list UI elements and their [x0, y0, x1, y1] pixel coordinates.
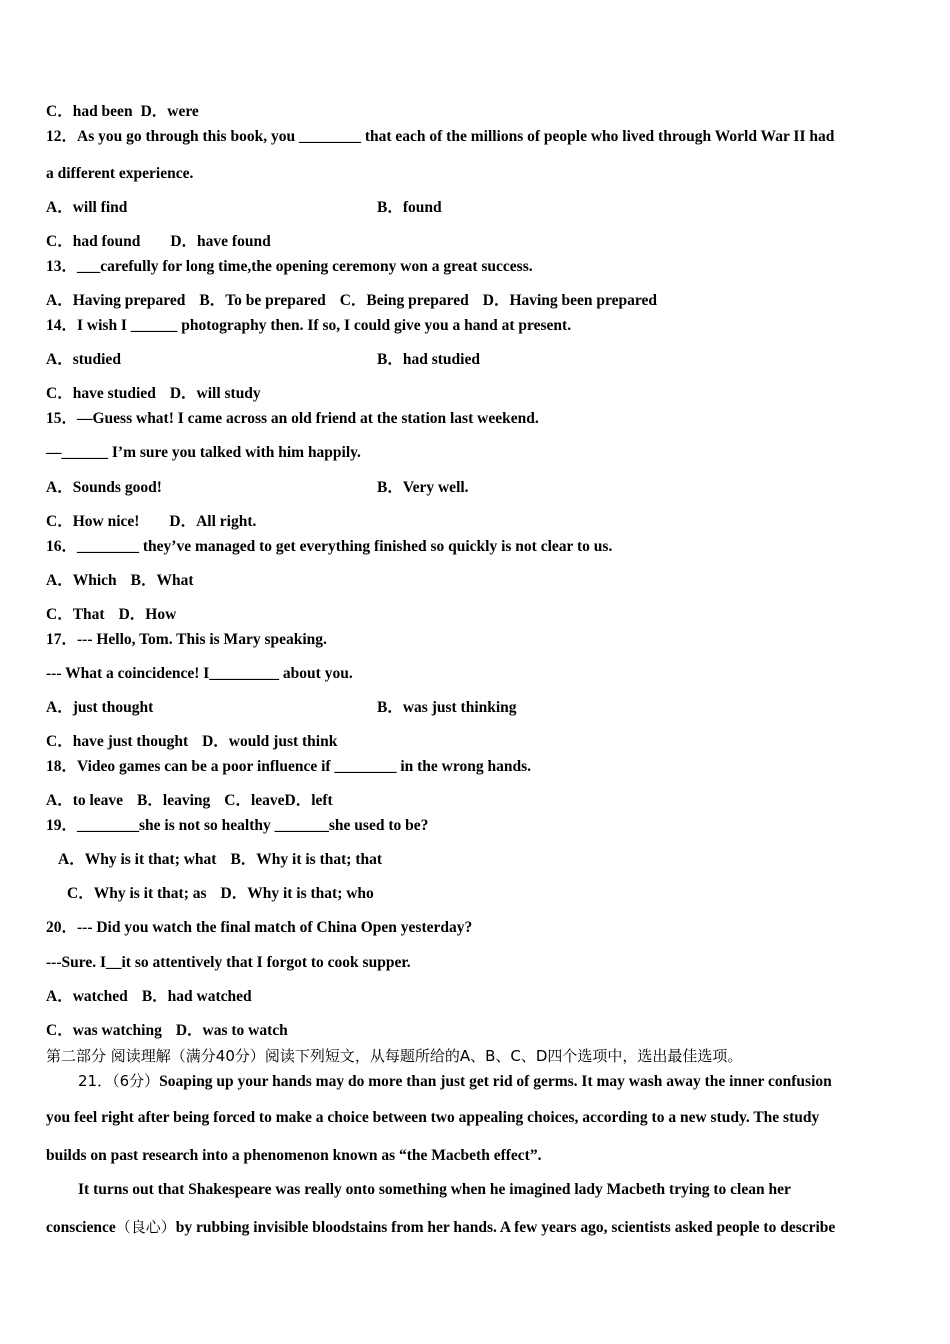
q15-options-cd — [46, 512, 256, 532]
q16-options-ab — [46, 571, 194, 591]
q14-stem: 14．I wish I ______ photography then. If so, I could give you a hand at present. — [46, 317, 572, 334]
option-c: C．had been — [46, 103, 133, 120]
q13-stem: 13．___carefully for long time,the opening ceremony won a great success. — [46, 258, 533, 275]
passage-text: by rubbing invisible bloodstains from her hands. A few years ago, scientists asked people to describe — [175, 1219, 836, 1236]
option-a: A．will find — [46, 199, 128, 216]
option-a: A．to leave — [46, 792, 124, 809]
option-c: C．Being prepared — [339, 292, 469, 309]
option-d: D．Why it is that; who — [220, 885, 374, 902]
q17-reply: --- What a coincidence! I_________ about you. — [46, 665, 353, 682]
q21-paragraph-1-line-2: you feel right after being forced to make a choice between two appealing choices, according to a new study. The study — [46, 1109, 820, 1126]
option-d: D．were — [140, 103, 199, 120]
q12-stem-cont: a different experience. — [46, 165, 194, 182]
option-c: C．How nice! — [46, 513, 140, 530]
option-d: D．All right. — [169, 513, 257, 530]
q20-stem: 20．--- Did you watch the final match of China Open yesterday? — [46, 919, 473, 936]
passage-text: conscience — [46, 1219, 116, 1236]
q16-stem: 16．________ they’ve managed to get everything finished so quickly is not clear to us. — [46, 538, 613, 555]
q12-options-cd — [46, 232, 271, 252]
option-a: A．Why is it that; what — [58, 851, 217, 868]
q14-options-cd — [46, 384, 261, 404]
q17-stem: 17．--- Hello, Tom. This is Mary speaking. — [46, 631, 327, 648]
q19-options-ab — [58, 850, 382, 870]
q20-reply: ---Sure. I__it so attentively that I forgot to cook supper. — [46, 954, 411, 971]
q20-options-ab — [46, 987, 252, 1007]
q15-options-ab — [46, 478, 906, 498]
q21-paragraph-1-line-3: builds on past research into a phenomenon known as “the Macbeth effect”. — [46, 1147, 542, 1164]
q18-stem: 18．Video games can be a poor influence if ________ in the wrong hands. — [46, 758, 531, 775]
q21-paragraph-1-line-1 — [78, 1071, 832, 1092]
option-b: B．had studied — [377, 351, 480, 368]
option-a: A．just thought — [46, 699, 154, 716]
option-d: D．will study — [169, 385, 261, 402]
q20-options-cd — [46, 1021, 288, 1041]
option-c: C．leave — [224, 792, 285, 809]
q14-options-ab — [46, 350, 906, 370]
option-a: A．studied — [46, 351, 121, 368]
q16-options-cd — [46, 605, 176, 625]
option-d: D．Having been prepared — [482, 292, 657, 309]
option-b: B．Very well. — [377, 479, 469, 496]
q15-reply: —______ I’m sure you talked with him happily. — [46, 444, 361, 461]
option-b: B．Why it is that; that — [230, 851, 383, 868]
option-a: A．Having prepared — [46, 292, 186, 309]
q21-paragraph-2-line-1: It turns out that Shakespeare was really onto something when he imagined lady Macbeth trying to clean her — [78, 1181, 791, 1198]
q17-options-ab — [46, 698, 906, 718]
option-b: B．To be prepared — [199, 292, 326, 309]
passage-text: Soaping up your hands may do more than just get rid of germs. It may wash away the inner confusion — [159, 1073, 832, 1090]
option-b: B．What — [130, 572, 194, 589]
q12-options-ab — [46, 198, 906, 218]
option-c: C．was watching — [46, 1022, 162, 1039]
option-d: D．was to watch — [175, 1022, 288, 1039]
option-d: D．have found — [170, 233, 271, 250]
option-a: A．Which — [46, 572, 117, 589]
q13-options — [46, 291, 657, 311]
option-b: B．found — [377, 199, 442, 216]
gloss: （良心） — [115, 1218, 176, 1236]
option-a: A．Sounds good! — [46, 479, 162, 496]
q19-options-cd — [67, 884, 374, 904]
q19-stem: 19．________she is not so healthy _______she used to be? — [46, 817, 429, 834]
option-c: C．had found — [46, 233, 141, 250]
q17-options-cd — [46, 732, 337, 752]
q18-options — [46, 791, 333, 811]
option-c: C．have just thought — [46, 733, 189, 750]
option-b: B．was just thinking — [377, 699, 517, 716]
option-b: B．leaving — [137, 792, 211, 809]
q11-options — [46, 102, 199, 122]
option-c: C．That — [46, 606, 105, 623]
option-c: C．have studied — [46, 385, 156, 402]
q21-number: 21．（6分） — [78, 1072, 160, 1090]
q15-stem: 15．—Guess what! I came across an old friend at the station last weekend. — [46, 410, 539, 427]
part2-heading: 第二部分 阅读理解（满分40分）阅读下列短文，从每题所给的A、B、C、D四个选项中，选出最佳选项。 — [46, 1047, 743, 1065]
option-d: D．left — [284, 792, 333, 809]
option-a: A．watched — [46, 988, 128, 1005]
option-b: B．had watched — [141, 988, 252, 1005]
option-c: C．Why is it that; as — [67, 885, 207, 902]
option-d: D．would just think — [202, 733, 338, 750]
q12-stem: 12．As you go through this book, you ________ that each of the millions of people who lived through World War II had — [46, 128, 835, 145]
q21-paragraph-2-line-2 — [46, 1217, 835, 1238]
option-d: D．How — [118, 606, 177, 623]
